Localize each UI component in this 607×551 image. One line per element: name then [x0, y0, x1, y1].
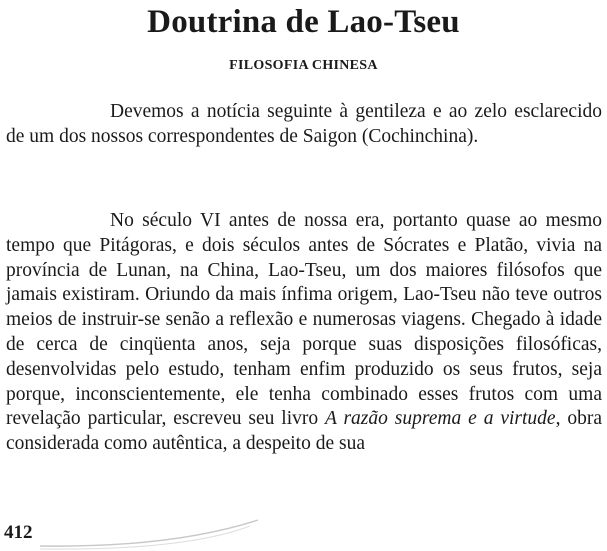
paragraph-2-text: No século VI antes de nossa era, portanto quase ao mesmo tempo que Pitágoras, e dois séculos antes de Sócrates e Platão, vivia na província de Lunan, na China, Lao-Tseu, um dos maiores filósofos que jamais existiram. Oriundo da mais ínfima origem, Lao-Tseu não teve outros meios de instruir-se senão a reflexão e numerosas viagens. Chegado à idade de cerca de cinqüenta anos, seja porque suas disposições filosóficas, desenvolvidas pelo estudo, tenham enfim produzido os seus frutos, seja porque, inconscientemente, ele tenha combinado esses frutos com uma revelação particular, escreveu seu livro	[6, 210, 602, 430]
paragraph-1: Devemos a notícia seguinte à gentileza e ao zelo esclarecido de um dos nossos correspondentes de Saigon (Cochinchina).	[6, 101, 602, 147]
article-subtitle: FILOSOFIA CHINESA	[229, 58, 378, 73]
page-number: 412	[4, 522, 33, 543]
paragraph-2	[6, 209, 602, 457]
page-corner-swoosh-decoration	[0, 516, 260, 551]
book-title: A razão suprema e a virtude	[325, 408, 556, 430]
article-title: Doutrina de Lao-Tseu	[147, 4, 460, 40]
paragraph-2-tail: , obra considerada como autêntica, a despeito de sua	[6, 408, 602, 455]
